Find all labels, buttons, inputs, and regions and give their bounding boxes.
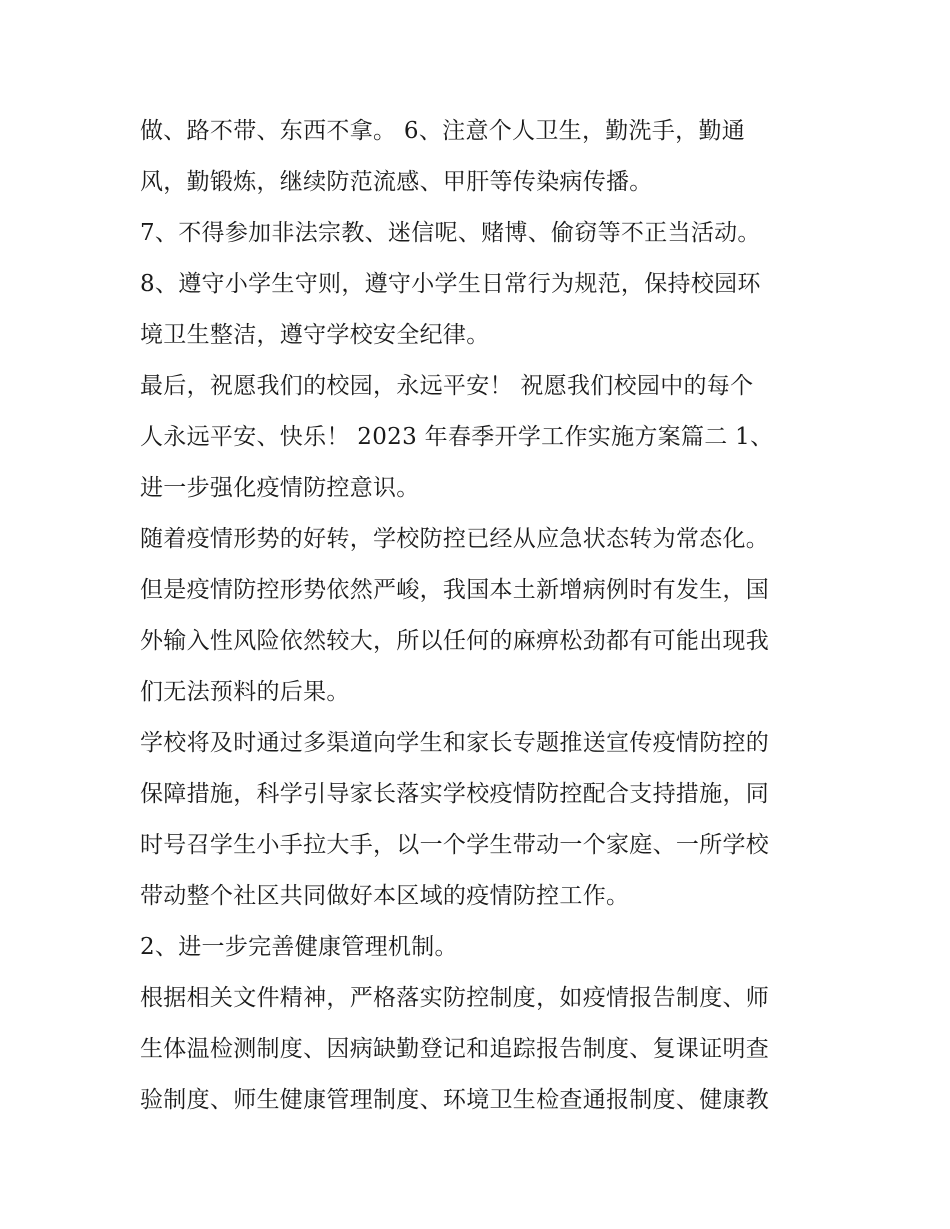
text-line: 根据相关文件精神，严格落实防控制度，如疫情报告制度、师 <box>140 985 770 1011</box>
text-line: 验制度、师生健康管理制度、环境卫生检查通报制度、健康教 <box>140 1087 770 1113</box>
text-line: 学校将及时通过多渠道向学生和家长专题推送宣传疫情防控的 <box>140 730 770 756</box>
text-line: 外输入性风险依然较大，所以任何的麻痹松劲都有可能出现我 <box>140 628 770 654</box>
text-line: 人永远平安、快乐！ 2023 年春季开学工作实施方案篇二 1、 <box>140 424 774 450</box>
document-body <box>140 106 820 1126</box>
text-line: 随着疫情形势的好转，学校防控已经从应急状态转为常态化。 <box>140 526 770 552</box>
text-line: 带动整个社区共同做好本区域的疫情防控工作。 <box>140 883 630 909</box>
text-line: 8、遵守小学生守则，遵守小学生日常行为规范，保持校园环 <box>140 271 761 297</box>
text-line: 们无法预料的后果。 <box>140 679 350 705</box>
text-line: 风，勤锻炼，继续防范流感、甲肝等传染病传播。 <box>140 169 653 195</box>
text-line: 但是疫情防控形势依然严峻，我国本土新增病例时有发生，国 <box>140 577 770 603</box>
text-line: 境卫生整洁，遵守学校安全纪律。 <box>140 322 490 348</box>
text-line: 7、不得参加非法宗教、迷信呢、赌博、偷窃等不正当活动。 <box>140 220 761 246</box>
text-line: 进一步强化疫情防控意识。 <box>140 475 420 501</box>
text-line: 做、路不带、东西不拿。 6、注意个人卫生，勤洗手，勤通 <box>140 118 746 144</box>
text-line: 2、进一步完善健康管理机制。 <box>140 934 458 960</box>
text-line: 时号召学生小手拉大手，以一个学生带动一个家庭、一所学校 <box>140 832 770 858</box>
text-line: 生体温检测制度、因病缺勤登记和追踪报告制度、复课证明查 <box>140 1036 770 1062</box>
text-line: 保障措施，科学引导家长落实学校疫情防控配合支持措施，同 <box>140 781 770 807</box>
text-line: 最后，祝愿我们的校园，永远平安！ 祝愿我们校园中的每个 <box>140 373 754 399</box>
